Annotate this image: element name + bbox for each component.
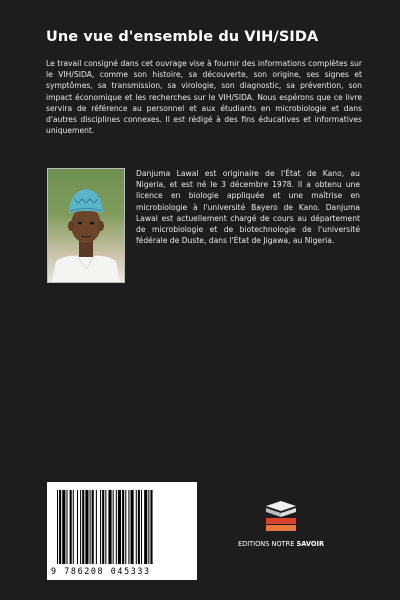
author-photo — [47, 168, 125, 283]
isbn-barcode — [47, 482, 197, 580]
publisher-name: EDITIONS NOTRE SAVOIR — [237, 540, 325, 548]
barcode-bars — [55, 490, 189, 564]
book-stack-logo-icon — [262, 500, 300, 536]
publisher-block — [226, 500, 336, 560]
author-biography: Danjuma Lawal est originaire de l'État de Kano, au Nigeria, et est né le 3 décembre 1978. Il a obtenu une licence en biologie appliquée et une maîtrise en microbiologie à l'université Bayero de Kano. Danjuma Lawal est actuellement chargé de cours au département de microbiologie et de biotechnologie de l'université fédérale de Duste, dans l'État de Jigawa, au Nigeria. — [136, 169, 360, 246]
isbn-number: 9 786208 045333 — [51, 566, 151, 576]
book-description: Le travail consigné dans cet ouvrage vise à fournir des informations complètes sur le VIH/SIDA, comme son histoire, sa découverte, son origine, ses signes et symptômes, sa transmission, sa virologie, son diagnostic, sa prévention, son impact économique et les recherches sur le VIH/SIDA. Nous espérons que ce livre servira de référence au personnel et aux étudiants en microbiologie et dans d'autres disciplines connexes. Il est rédigé à des fins éducatives et informatives uniquement. — [46, 59, 362, 136]
book-title: Une vue d'ensemble du VIH/SIDA — [46, 29, 319, 45]
